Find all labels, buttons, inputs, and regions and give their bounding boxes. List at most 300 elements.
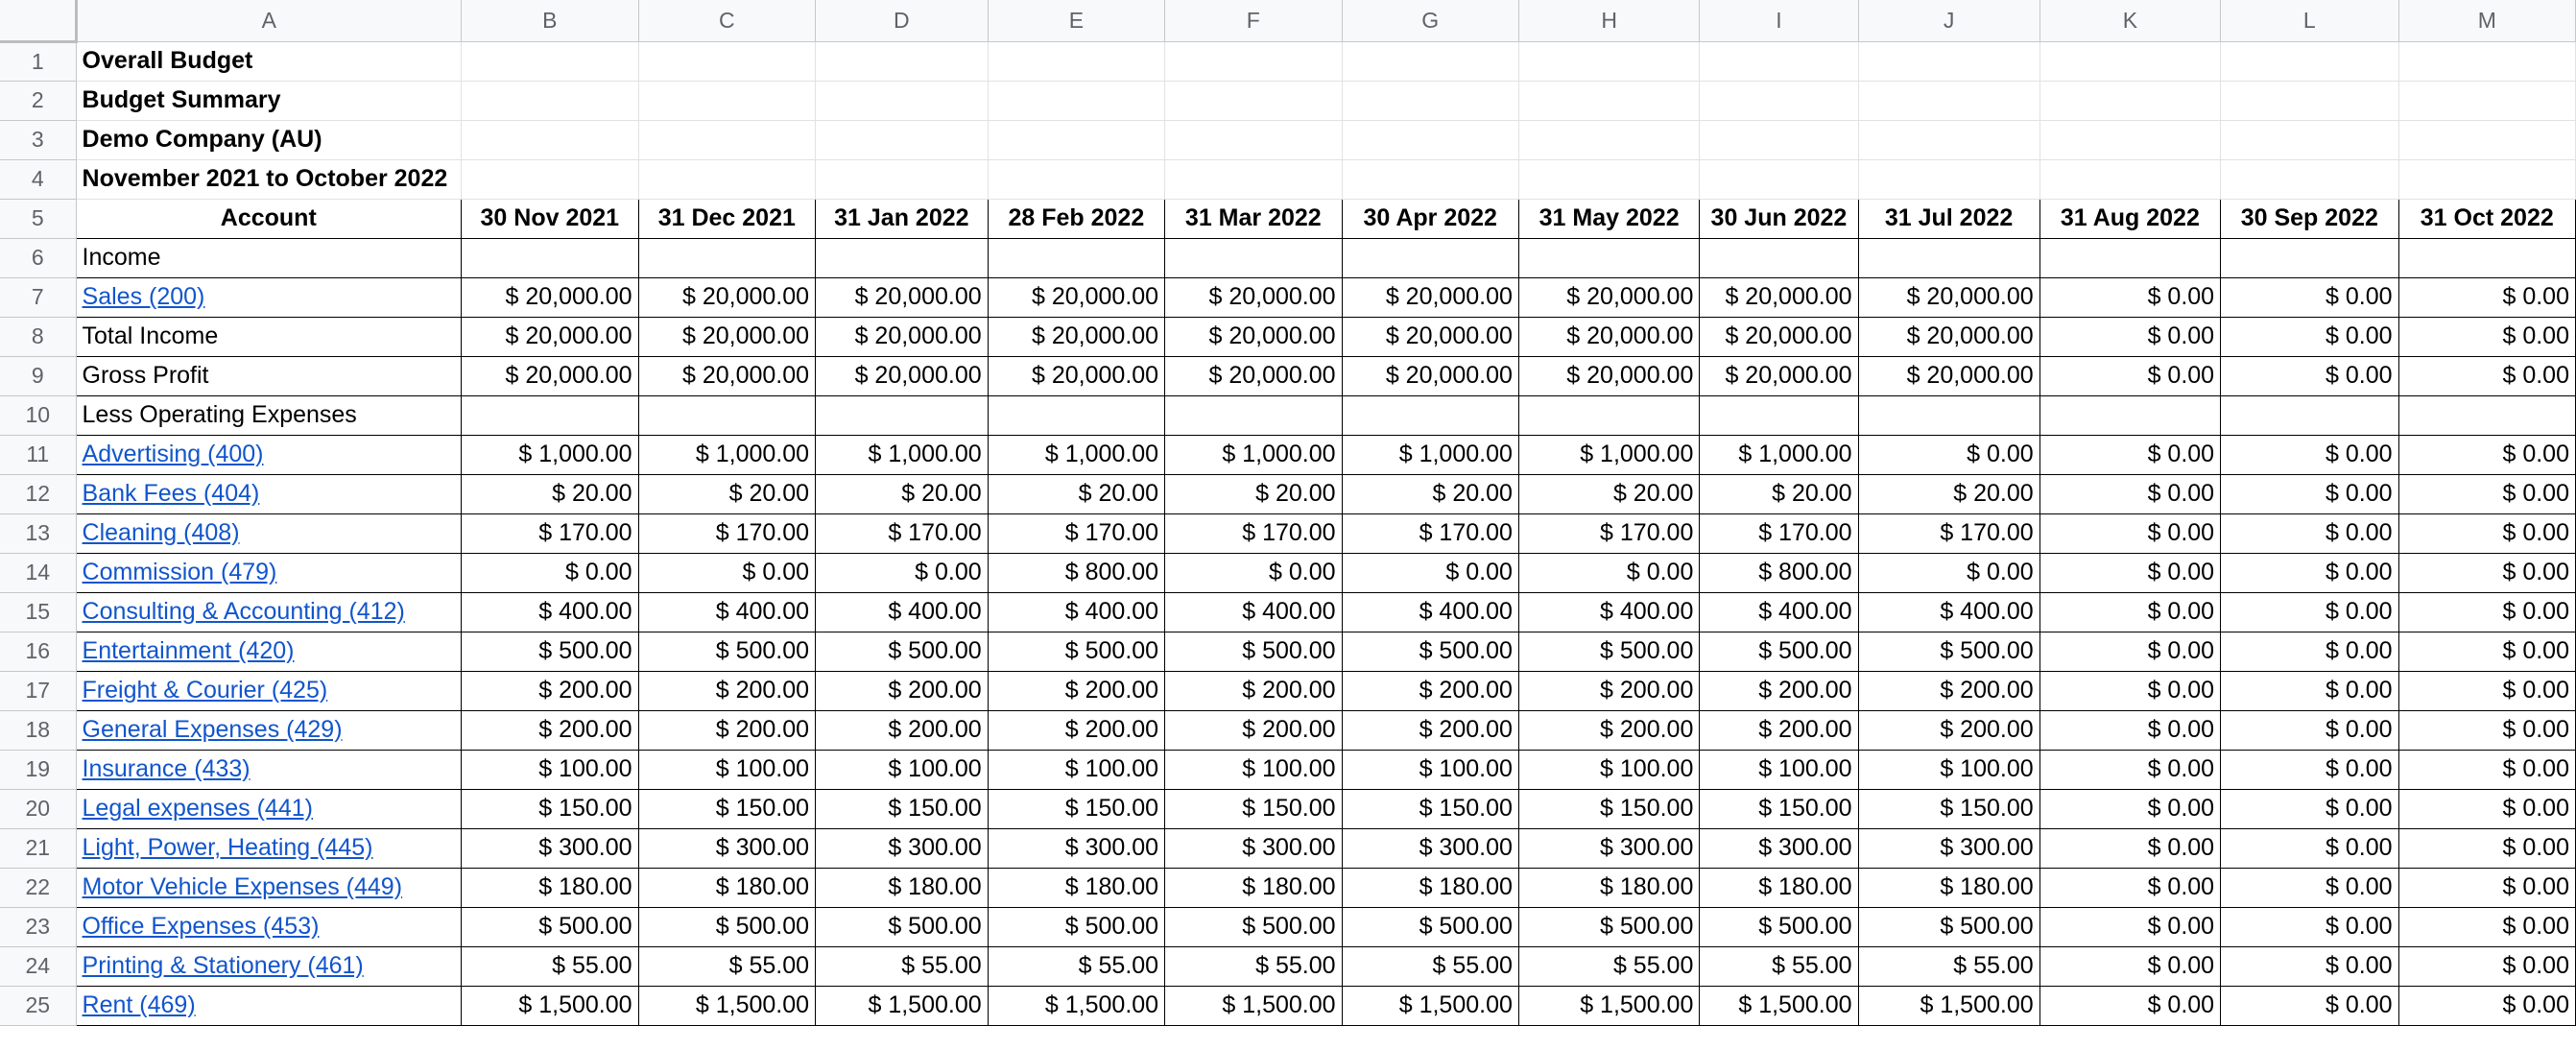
value-cell[interactable]: $ 0.00: [2398, 317, 2575, 356]
account-link[interactable]: Rent (469): [82, 991, 196, 1018]
value-cell[interactable]: $ 0.00: [2221, 710, 2398, 750]
value-cell[interactable]: $ 300.00: [1165, 828, 1342, 868]
empty-cell[interactable]: [2221, 159, 2398, 199]
value-cell[interactable]: $ 100.00: [638, 750, 816, 789]
value-cell[interactable]: $ 0.00: [2221, 513, 2398, 553]
value-cell[interactable]: $ 170.00: [1518, 513, 1699, 553]
row-header[interactable]: 25: [0, 986, 76, 1025]
month-header-cell[interactable]: 31 Jul 2022: [1858, 199, 2039, 238]
value-cell[interactable]: $ 55.00: [1700, 946, 1858, 986]
value-cell[interactable]: $ 1,000.00: [1518, 435, 1699, 474]
value-cell[interactable]: $ 200.00: [1858, 671, 2039, 710]
value-cell[interactable]: $ 0.00: [2398, 592, 2575, 632]
account-link[interactable]: Cleaning (408): [82, 519, 240, 546]
value-cell[interactable]: $ 1,500.00: [1518, 986, 1699, 1025]
value-cell[interactable]: $ 0.00: [2221, 592, 2398, 632]
account-link[interactable]: Bank Fees (404): [82, 480, 260, 507]
account-link-cell[interactable]: [76, 986, 461, 1025]
value-cell[interactable]: $ 55.00: [1342, 946, 1518, 986]
value-cell[interactable]: $ 0.00: [2221, 277, 2398, 317]
empty-cell[interactable]: [638, 238, 816, 277]
month-header-cell[interactable]: 31 May 2022: [1518, 199, 1699, 238]
value-cell[interactable]: $ 500.00: [988, 632, 1164, 671]
value-cell[interactable]: $ 1,500.00: [638, 986, 816, 1025]
row-header[interactable]: 18: [0, 710, 76, 750]
value-cell[interactable]: $ 0.00: [2221, 553, 2398, 592]
value-cell[interactable]: $ 500.00: [1165, 632, 1342, 671]
empty-cell[interactable]: [1518, 395, 1699, 435]
value-cell[interactable]: $ 200.00: [1700, 671, 1858, 710]
account-link-cell[interactable]: [76, 632, 461, 671]
empty-cell[interactable]: [2221, 395, 2398, 435]
value-cell[interactable]: $ 0.00: [638, 553, 816, 592]
account-link-cell[interactable]: [76, 553, 461, 592]
value-cell[interactable]: $ 0.00: [2039, 789, 2220, 828]
value-cell[interactable]: $ 0.00: [2039, 592, 2220, 632]
value-cell[interactable]: $ 0.00: [2221, 356, 2398, 395]
empty-cell[interactable]: [816, 41, 989, 81]
value-cell[interactable]: $ 100.00: [1342, 750, 1518, 789]
value-cell[interactable]: $ 20,000.00: [462, 317, 639, 356]
value-cell[interactable]: $ 20.00: [1700, 474, 1858, 513]
value-cell[interactable]: $ 20,000.00: [638, 356, 816, 395]
value-cell[interactable]: $ 1,000.00: [988, 435, 1164, 474]
value-cell[interactable]: $ 55.00: [1518, 946, 1699, 986]
value-cell[interactable]: $ 150.00: [1165, 789, 1342, 828]
title-cell[interactable]: November 2021 to October 2022: [76, 159, 461, 199]
empty-cell[interactable]: [2039, 41, 2220, 81]
column-header-e[interactable]: E: [988, 0, 1164, 41]
value-cell[interactable]: $ 500.00: [1700, 632, 1858, 671]
row-header[interactable]: 6: [0, 238, 76, 277]
value-cell[interactable]: $ 800.00: [988, 553, 1164, 592]
value-cell[interactable]: $ 100.00: [988, 750, 1164, 789]
value-cell[interactable]: $ 1,000.00: [1165, 435, 1342, 474]
value-cell[interactable]: $ 0.00: [2398, 986, 2575, 1025]
row-header[interactable]: 2: [0, 81, 76, 120]
value-cell[interactable]: $ 0.00: [2039, 435, 2220, 474]
row-header[interactable]: 22: [0, 868, 76, 907]
row-header[interactable]: 14: [0, 553, 76, 592]
value-cell[interactable]: $ 200.00: [1518, 710, 1699, 750]
value-cell[interactable]: $ 20.00: [816, 474, 989, 513]
month-header-cell[interactable]: 28 Feb 2022: [988, 199, 1164, 238]
value-cell[interactable]: $ 55.00: [462, 946, 639, 986]
value-cell[interactable]: $ 200.00: [1700, 710, 1858, 750]
empty-cell[interactable]: [2398, 81, 2575, 120]
account-link[interactable]: Light, Power, Heating (445): [82, 834, 373, 861]
column-header-h[interactable]: H: [1518, 0, 1699, 41]
value-cell[interactable]: $ 0.00: [2398, 750, 2575, 789]
month-header-cell[interactable]: 31 Aug 2022: [2039, 199, 2220, 238]
account-link-cell[interactable]: [76, 907, 461, 946]
value-cell[interactable]: $ 500.00: [1518, 632, 1699, 671]
empty-cell[interactable]: [638, 159, 816, 199]
row-header[interactable]: 16: [0, 632, 76, 671]
value-cell[interactable]: $ 200.00: [1165, 710, 1342, 750]
account-link[interactable]: Advertising (400): [82, 441, 264, 467]
value-cell[interactable]: $ 0.00: [1165, 553, 1342, 592]
month-header-cell[interactable]: 31 Mar 2022: [1165, 199, 1342, 238]
value-cell[interactable]: $ 20.00: [1858, 474, 2039, 513]
row-header[interactable]: 21: [0, 828, 76, 868]
row-header[interactable]: 3: [0, 120, 76, 159]
empty-cell[interactable]: [1858, 238, 2039, 277]
column-header-d[interactable]: D: [816, 0, 989, 41]
column-header-k[interactable]: K: [2039, 0, 2220, 41]
value-cell[interactable]: $ 200.00: [988, 671, 1164, 710]
empty-cell[interactable]: [988, 238, 1164, 277]
account-link[interactable]: Motor Vehicle Expenses (449): [82, 873, 403, 900]
value-cell[interactable]: $ 300.00: [1342, 828, 1518, 868]
value-cell[interactable]: $ 55.00: [1858, 946, 2039, 986]
value-cell[interactable]: $ 20,000.00: [1858, 356, 2039, 395]
value-cell[interactable]: $ 500.00: [816, 907, 989, 946]
value-cell[interactable]: $ 1,500.00: [462, 986, 639, 1025]
empty-cell[interactable]: [2221, 238, 2398, 277]
value-cell[interactable]: $ 0.00: [816, 553, 989, 592]
value-cell[interactable]: $ 0.00: [2221, 907, 2398, 946]
empty-cell[interactable]: [1858, 120, 2039, 159]
value-cell[interactable]: $ 1,000.00: [638, 435, 816, 474]
empty-cell[interactable]: [1858, 41, 2039, 81]
empty-cell[interactable]: [988, 81, 1164, 120]
value-cell[interactable]: $ 500.00: [462, 907, 639, 946]
value-cell[interactable]: $ 0.00: [2398, 553, 2575, 592]
value-cell[interactable]: $ 20.00: [1518, 474, 1699, 513]
value-cell[interactable]: $ 20,000.00: [1518, 317, 1699, 356]
value-cell[interactable]: $ 1,000.00: [1700, 435, 1858, 474]
value-cell[interactable]: $ 170.00: [816, 513, 989, 553]
row-header[interactable]: 15: [0, 592, 76, 632]
value-cell[interactable]: $ 20,000.00: [1700, 317, 1858, 356]
empty-cell[interactable]: [2398, 238, 2575, 277]
value-cell[interactable]: $ 0.00: [2039, 710, 2220, 750]
empty-cell[interactable]: [1165, 41, 1342, 81]
row-header[interactable]: 5: [0, 199, 76, 238]
empty-cell[interactable]: [1165, 395, 1342, 435]
empty-cell[interactable]: [2039, 81, 2220, 120]
value-cell[interactable]: $ 20,000.00: [462, 277, 639, 317]
empty-cell[interactable]: [816, 81, 989, 120]
column-header-a[interactable]: A: [76, 0, 461, 41]
month-header-cell[interactable]: 31 Oct 2022: [2398, 199, 2575, 238]
empty-cell[interactable]: [1165, 159, 1342, 199]
empty-cell[interactable]: [1700, 238, 1858, 277]
empty-cell[interactable]: [462, 120, 639, 159]
value-cell[interactable]: $ 200.00: [638, 710, 816, 750]
empty-cell[interactable]: [816, 395, 989, 435]
empty-cell[interactable]: [1858, 159, 2039, 199]
value-cell[interactable]: $ 0.00: [2221, 750, 2398, 789]
empty-cell[interactable]: [816, 238, 989, 277]
value-cell[interactable]: $ 1,500.00: [1342, 986, 1518, 1025]
value-cell[interactable]: $ 500.00: [1518, 907, 1699, 946]
column-header-f[interactable]: F: [1165, 0, 1342, 41]
value-cell[interactable]: $ 0.00: [2221, 671, 2398, 710]
column-header-m[interactable]: M: [2398, 0, 2575, 41]
value-cell[interactable]: $ 170.00: [1858, 513, 2039, 553]
value-cell[interactable]: $ 300.00: [638, 828, 816, 868]
value-cell[interactable]: $ 1,000.00: [816, 435, 989, 474]
value-cell[interactable]: $ 400.00: [1858, 592, 2039, 632]
value-cell[interactable]: $ 0.00: [2039, 750, 2220, 789]
account-link[interactable]: Insurance (433): [82, 755, 250, 782]
empty-cell[interactable]: [1518, 159, 1699, 199]
value-cell[interactable]: $ 0.00: [2398, 435, 2575, 474]
empty-cell[interactable]: [2398, 395, 2575, 435]
value-cell[interactable]: $ 150.00: [988, 789, 1164, 828]
value-cell[interactable]: $ 0.00: [2398, 710, 2575, 750]
value-cell[interactable]: $ 1,500.00: [816, 986, 989, 1025]
value-cell[interactable]: $ 0.00: [2039, 946, 2220, 986]
value-cell[interactable]: $ 20,000.00: [638, 277, 816, 317]
value-cell[interactable]: $ 150.00: [816, 789, 989, 828]
month-header-cell[interactable]: 30 Sep 2022: [2221, 199, 2398, 238]
value-cell[interactable]: $ 150.00: [462, 789, 639, 828]
value-cell[interactable]: $ 150.00: [1858, 789, 2039, 828]
value-cell[interactable]: $ 180.00: [816, 868, 989, 907]
value-cell[interactable]: $ 0.00: [2398, 671, 2575, 710]
account-link[interactable]: Commission (479): [82, 559, 277, 585]
empty-cell[interactable]: [988, 159, 1164, 199]
empty-cell[interactable]: [988, 395, 1164, 435]
value-cell[interactable]: $ 20,000.00: [638, 317, 816, 356]
title-cell[interactable]: Budget Summary: [76, 81, 461, 120]
value-cell[interactable]: $ 200.00: [816, 710, 989, 750]
value-cell[interactable]: $ 170.00: [638, 513, 816, 553]
value-cell[interactable]: $ 200.00: [1858, 710, 2039, 750]
value-cell[interactable]: $ 400.00: [638, 592, 816, 632]
empty-cell[interactable]: [462, 81, 639, 120]
value-cell[interactable]: $ 500.00: [1858, 907, 2039, 946]
empty-cell[interactable]: [1858, 395, 2039, 435]
empty-cell[interactable]: [1342, 81, 1518, 120]
value-cell[interactable]: $ 0.00: [2221, 632, 2398, 671]
column-header-j[interactable]: J: [1858, 0, 2039, 41]
value-cell[interactable]: $ 150.00: [1342, 789, 1518, 828]
value-cell[interactable]: $ 20,000.00: [988, 277, 1164, 317]
empty-cell[interactable]: [1518, 41, 1699, 81]
value-cell[interactable]: $ 55.00: [1165, 946, 1342, 986]
row-header[interactable]: 10: [0, 395, 76, 435]
empty-cell[interactable]: [1342, 395, 1518, 435]
value-cell[interactable]: $ 0.00: [2221, 789, 2398, 828]
value-cell[interactable]: $ 500.00: [462, 632, 639, 671]
row-header[interactable]: 9: [0, 356, 76, 395]
value-cell[interactable]: $ 170.00: [1342, 513, 1518, 553]
value-cell[interactable]: $ 20.00: [1165, 474, 1342, 513]
value-cell[interactable]: $ 20.00: [1342, 474, 1518, 513]
account-header-cell[interactable]: Account: [76, 199, 461, 238]
value-cell[interactable]: $ 20,000.00: [1165, 317, 1342, 356]
value-cell[interactable]: $ 0.00: [2398, 907, 2575, 946]
value-cell[interactable]: $ 20.00: [462, 474, 639, 513]
value-cell[interactable]: $ 0.00: [2398, 474, 2575, 513]
value-cell[interactable]: $ 150.00: [638, 789, 816, 828]
account-label-cell[interactable]: [76, 238, 461, 277]
value-cell[interactable]: $ 400.00: [1700, 592, 1858, 632]
value-cell[interactable]: $ 300.00: [816, 828, 989, 868]
value-cell[interactable]: $ 500.00: [1700, 907, 1858, 946]
value-cell[interactable]: $ 55.00: [988, 946, 1164, 986]
row-header[interactable]: 23: [0, 907, 76, 946]
value-cell[interactable]: $ 180.00: [1518, 868, 1699, 907]
empty-cell[interactable]: [988, 120, 1164, 159]
value-cell[interactable]: $ 400.00: [1165, 592, 1342, 632]
column-header-c[interactable]: C: [638, 0, 816, 41]
value-cell[interactable]: $ 1,500.00: [1700, 986, 1858, 1025]
value-cell[interactable]: $ 0.00: [2039, 986, 2220, 1025]
value-cell[interactable]: $ 500.00: [816, 632, 989, 671]
empty-cell[interactable]: [638, 120, 816, 159]
account-link[interactable]: Printing & Stationery (461): [82, 952, 364, 979]
value-cell[interactable]: $ 300.00: [462, 828, 639, 868]
value-cell[interactable]: $ 170.00: [1700, 513, 1858, 553]
month-header-cell[interactable]: 30 Jun 2022: [1700, 199, 1858, 238]
row-header[interactable]: 4: [0, 159, 76, 199]
value-cell[interactable]: $ 0.00: [462, 553, 639, 592]
row-header[interactable]: 13: [0, 513, 76, 553]
account-link[interactable]: Freight & Courier (425): [82, 677, 328, 704]
value-cell[interactable]: $ 180.00: [1165, 868, 1342, 907]
value-cell[interactable]: $ 0.00: [2039, 513, 2220, 553]
account-link[interactable]: Sales (200): [82, 283, 205, 310]
column-header-b[interactable]: B: [462, 0, 639, 41]
value-cell[interactable]: $ 200.00: [638, 671, 816, 710]
value-cell[interactable]: $ 200.00: [1342, 710, 1518, 750]
value-cell[interactable]: $ 200.00: [816, 671, 989, 710]
value-cell[interactable]: $ 0.00: [2398, 789, 2575, 828]
empty-cell[interactable]: [1342, 238, 1518, 277]
value-cell[interactable]: $ 20,000.00: [1518, 277, 1699, 317]
value-cell[interactable]: $ 400.00: [816, 592, 989, 632]
value-cell[interactable]: $ 170.00: [988, 513, 1164, 553]
empty-cell[interactable]: [2039, 238, 2220, 277]
column-header-g[interactable]: G: [1342, 0, 1518, 41]
month-header-cell[interactable]: 30 Nov 2021: [462, 199, 639, 238]
empty-cell[interactable]: [1342, 120, 1518, 159]
empty-cell[interactable]: [2398, 159, 2575, 199]
account-link-cell[interactable]: [76, 828, 461, 868]
empty-cell[interactable]: [1165, 238, 1342, 277]
column-header-i[interactable]: I: [1700, 0, 1858, 41]
value-cell[interactable]: $ 0.00: [2221, 474, 2398, 513]
empty-cell[interactable]: [462, 395, 639, 435]
value-cell[interactable]: $ 200.00: [1165, 671, 1342, 710]
account-link-cell[interactable]: [76, 946, 461, 986]
account-link-cell[interactable]: [76, 868, 461, 907]
month-header-cell[interactable]: 30 Apr 2022: [1342, 199, 1518, 238]
value-cell[interactable]: $ 20,000.00: [1165, 356, 1342, 395]
value-cell[interactable]: $ 20,000.00: [1342, 277, 1518, 317]
value-cell[interactable]: $ 20,000.00: [1858, 317, 2039, 356]
value-cell[interactable]: $ 20,000.00: [988, 317, 1164, 356]
value-cell[interactable]: $ 150.00: [1700, 789, 1858, 828]
value-cell[interactable]: $ 0.00: [1342, 553, 1518, 592]
value-cell[interactable]: $ 0.00: [2039, 868, 2220, 907]
value-cell[interactable]: $ 300.00: [988, 828, 1164, 868]
value-cell[interactable]: $ 100.00: [816, 750, 989, 789]
empty-cell[interactable]: [1858, 81, 2039, 120]
value-cell[interactable]: $ 100.00: [1518, 750, 1699, 789]
account-link-cell[interactable]: [76, 513, 461, 553]
empty-cell[interactable]: [988, 41, 1164, 81]
empty-cell[interactable]: [462, 159, 639, 199]
value-cell[interactable]: $ 0.00: [2039, 553, 2220, 592]
row-header[interactable]: 12: [0, 474, 76, 513]
account-link-cell[interactable]: [76, 750, 461, 789]
value-cell[interactable]: $ 400.00: [1342, 592, 1518, 632]
value-cell[interactable]: $ 300.00: [1518, 828, 1699, 868]
value-cell[interactable]: $ 180.00: [638, 868, 816, 907]
account-link-cell[interactable]: [76, 474, 461, 513]
empty-cell[interactable]: [816, 159, 989, 199]
account-link[interactable]: Legal expenses (441): [82, 795, 313, 822]
account-link[interactable]: Office Expenses (453): [82, 913, 320, 940]
value-cell[interactable]: $ 20,000.00: [1342, 317, 1518, 356]
value-cell[interactable]: $ 200.00: [462, 710, 639, 750]
empty-cell[interactable]: [2398, 120, 2575, 159]
empty-cell[interactable]: [1518, 81, 1699, 120]
value-cell[interactable]: $ 0.00: [2039, 828, 2220, 868]
value-cell[interactable]: $ 500.00: [1342, 907, 1518, 946]
account-link[interactable]: Entertainment (420): [82, 637, 295, 664]
value-cell[interactable]: $ 500.00: [1858, 632, 2039, 671]
value-cell[interactable]: $ 0.00: [1858, 553, 2039, 592]
value-cell[interactable]: $ 1,500.00: [988, 986, 1164, 1025]
empty-cell[interactable]: [2039, 120, 2220, 159]
account-link[interactable]: General Expenses (429): [82, 716, 343, 743]
value-cell[interactable]: $ 0.00: [2398, 632, 2575, 671]
empty-cell[interactable]: [1518, 238, 1699, 277]
value-cell[interactable]: $ 500.00: [1342, 632, 1518, 671]
value-cell[interactable]: $ 20,000.00: [1518, 356, 1699, 395]
value-cell[interactable]: $ 20,000.00: [816, 317, 989, 356]
value-cell[interactable]: $ 300.00: [1858, 828, 2039, 868]
value-cell[interactable]: $ 0.00: [2039, 356, 2220, 395]
value-cell[interactable]: $ 100.00: [1858, 750, 2039, 789]
empty-cell[interactable]: [2221, 41, 2398, 81]
account-label-cell[interactable]: [76, 395, 461, 435]
account-link-cell[interactable]: [76, 435, 461, 474]
row-header[interactable]: 1: [0, 41, 76, 81]
value-cell[interactable]: $ 100.00: [1165, 750, 1342, 789]
value-cell[interactable]: $ 400.00: [988, 592, 1164, 632]
empty-cell[interactable]: [462, 41, 639, 81]
value-cell[interactable]: $ 500.00: [988, 907, 1164, 946]
account-link[interactable]: Consulting & Accounting (412): [82, 598, 405, 625]
empty-cell[interactable]: [2039, 159, 2220, 199]
empty-cell[interactable]: [638, 395, 816, 435]
value-cell[interactable]: $ 0.00: [2398, 277, 2575, 317]
empty-cell[interactable]: [1700, 395, 1858, 435]
month-header-cell[interactable]: 31 Dec 2021: [638, 199, 816, 238]
value-cell[interactable]: $ 180.00: [988, 868, 1164, 907]
value-cell[interactable]: $ 0.00: [2398, 356, 2575, 395]
value-cell[interactable]: $ 0.00: [2398, 946, 2575, 986]
value-cell[interactable]: $ 0.00: [2221, 986, 2398, 1025]
account-label-cell[interactable]: [76, 356, 461, 395]
empty-cell[interactable]: [2221, 120, 2398, 159]
empty-cell[interactable]: [1700, 81, 1858, 120]
value-cell[interactable]: $ 20,000.00: [1858, 277, 2039, 317]
account-link-cell[interactable]: [76, 592, 461, 632]
value-cell[interactable]: $ 180.00: [1858, 868, 2039, 907]
value-cell[interactable]: $ 500.00: [638, 907, 816, 946]
row-header[interactable]: 11: [0, 435, 76, 474]
value-cell[interactable]: $ 20.00: [988, 474, 1164, 513]
